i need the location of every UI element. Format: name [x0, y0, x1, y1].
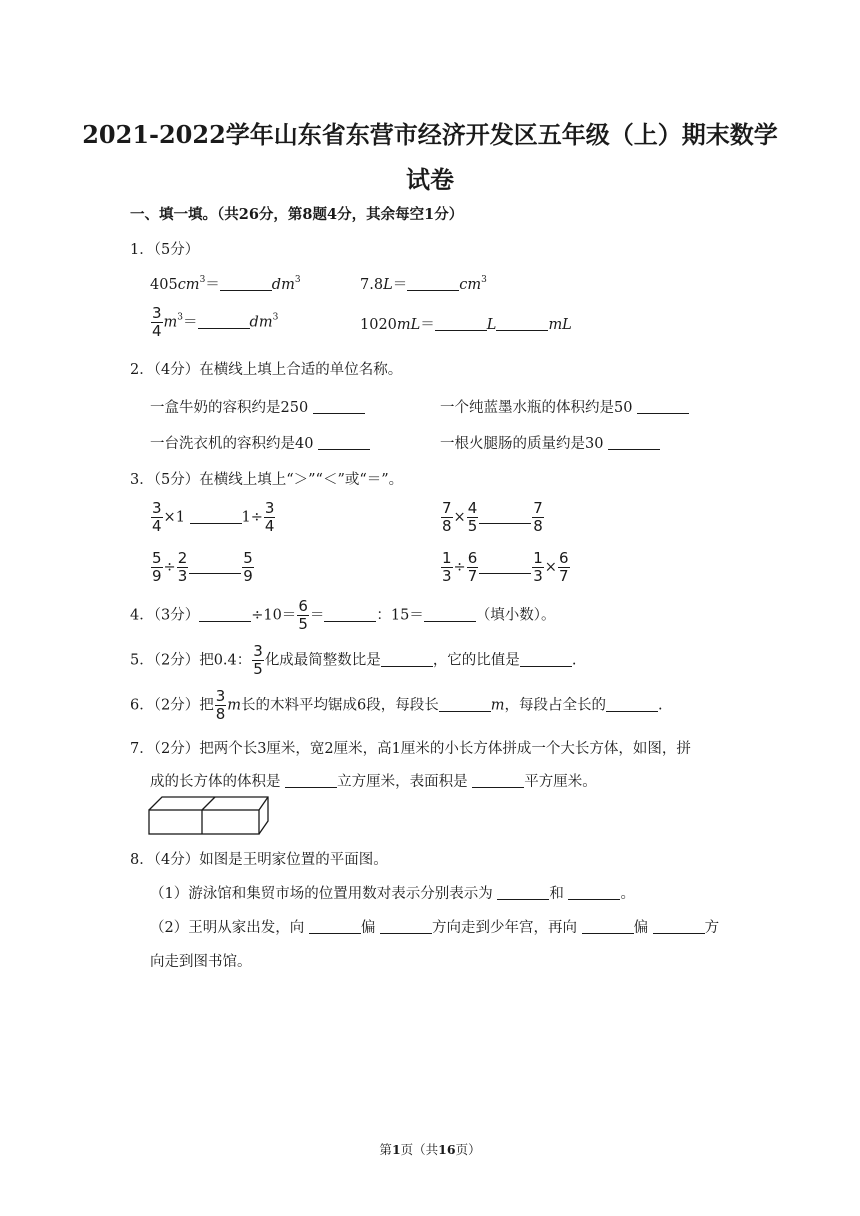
fraction: $\frac{3}{4}$	[152, 499, 162, 535]
q8-sub2-cont: 向走到图书馆。	[150, 954, 252, 970]
answer-blank[interactable]	[520, 652, 572, 667]
q1-item-b: $7.8L= cm^3$	[360, 275, 487, 293]
fraction: $\frac{5}{9}$	[243, 549, 253, 585]
q8-sub2: （2）王明从家出发，向 偏 方向走到少年宫，再向 偏 方	[150, 920, 720, 936]
answer-blank[interactable]	[198, 314, 250, 329]
answer-blank[interactable]	[582, 919, 634, 934]
answer-blank[interactable]	[313, 399, 365, 414]
q6: 6．（2分）把 $\frac{3}{8}$ m长的木料平均锯成6段，每段长 m，每段占全长的 .	[130, 687, 663, 723]
q7-line2: 成的长方体的体积是 立方厘米，表面积是 平方厘米。	[150, 774, 597, 790]
q2-label: 2．（4分）在横线上填上合适的单位名称。	[130, 362, 403, 378]
answer-blank[interactable]	[653, 919, 705, 934]
answer-blank[interactable]	[220, 276, 272, 291]
answer-blank[interactable]	[435, 316, 487, 331]
q2-item-3: 一台洗衣机的容积约是40	[150, 432, 370, 453]
q8-sub1: （1）游泳馆和集贸市场的位置用数对表示分别表示为 和 。	[150, 886, 635, 902]
q3-item-a: $\frac{3}{4}$ ×1 1÷ $\frac{3}{4}$	[152, 499, 275, 535]
answer-blank[interactable]	[309, 919, 361, 934]
q2-item-2: 一个纯蓝墨水瓶的体积约是50	[440, 396, 689, 417]
paper-title-line1: 2021-2022学年山东省东营市经济开发区五年级（上）期末数学	[82, 120, 778, 149]
answer-blank[interactable]	[606, 697, 658, 712]
answer-blank[interactable]	[472, 773, 524, 788]
q8-label: 8．（4分）如图是王明家位置的平面图。	[130, 852, 388, 868]
fraction: $\frac{1}{3}$	[442, 549, 452, 585]
answer-blank[interactable]	[479, 509, 531, 524]
fraction: $\frac{3}{4}$	[152, 304, 162, 340]
answer-blank[interactable]	[380, 919, 432, 934]
answer-blank[interactable]	[479, 559, 531, 574]
fraction: $\frac{7}{8}$	[442, 499, 452, 535]
answer-blank[interactable]	[318, 435, 370, 450]
fraction: $\frac{7}{8}$	[533, 499, 543, 535]
fraction: $\frac{5}{9}$	[152, 549, 162, 585]
answer-blank[interactable]	[424, 607, 476, 622]
answer-blank[interactable]	[568, 885, 620, 900]
q1-item-a: $405cm^3= dm^3$	[150, 275, 301, 293]
fraction: $\frac{6}{5}$	[298, 597, 308, 633]
answer-blank[interactable]	[439, 697, 491, 712]
fraction: $\frac{1}{3}$	[533, 549, 543, 585]
page-footer: 第1页（共16页）	[379, 1142, 481, 1157]
paper-title-line2: 试卷	[406, 165, 454, 194]
fraction: $\frac{6}{7}$	[558, 549, 569, 585]
answer-blank[interactable]	[637, 399, 689, 414]
fraction: $\frac{4}{5}$	[467, 499, 478, 535]
q1-item-c: $\frac{3}{4}$ $m^3= dm^3$	[152, 304, 279, 340]
q3-item-b: $\frac{7}{8}$ × $\frac{4}{5}$ $\frac{7}{8}$	[442, 499, 543, 535]
answer-blank[interactable]	[199, 607, 251, 622]
answer-blank[interactable]	[497, 885, 549, 900]
cuboid-figure	[146, 795, 270, 837]
q1-item-d: 1020mL＝ L mL	[360, 317, 572, 333]
answer-blank[interactable]	[496, 316, 548, 331]
fraction: $\frac{6}{7}$	[467, 549, 478, 585]
fraction: $\frac{3}{8}$	[215, 687, 226, 723]
q2-item-4: 一根火腿肠的质量约是30	[440, 432, 660, 453]
answer-blank[interactable]	[285, 773, 337, 788]
answer-blank[interactable]	[407, 276, 459, 291]
fraction: $\frac{2}{3}$	[177, 549, 188, 585]
q5: 5．（2分）把0.4： $\frac{3}{5}$ 化成最简整数比是 ，它的比值是 .	[130, 642, 577, 678]
q3-item-c: $\frac{5}{9}$ ÷ $\frac{2}{3}$ $\frac{5}{9}$	[152, 549, 253, 585]
answer-blank[interactable]	[190, 509, 242, 524]
answer-blank[interactable]	[381, 652, 433, 667]
fraction: $\frac{3}{4}$	[264, 499, 275, 535]
answer-blank[interactable]	[608, 435, 660, 450]
q3-item-d: $\frac{1}{3}$ ÷ $\frac{6}{7}$ $\frac{1}{3}$ × $\frac{6}{7}$	[442, 549, 569, 585]
section-heading: 一、填一填。（共26分，第8题4分，其余每空1分）	[130, 206, 464, 223]
q1-label: 1．（5分）	[130, 242, 200, 258]
q2-item-1: 一盒牛奶的容积约是250	[150, 396, 365, 417]
q3-label: 3．（5分）在横线上填上“＞”“＜”或“＝”。	[130, 472, 404, 488]
q4: 4．（3分） ÷10＝ $\frac{6}{5}$ ＝ ：15＝ （填小数）。	[130, 597, 556, 633]
q7-line1: 7．（2分）把两个长3厘米，宽2厘米，高1厘米的小长方体拼成一个大长方体，如图，拼	[130, 741, 691, 757]
answer-blank[interactable]	[189, 559, 241, 574]
answer-blank[interactable]	[324, 607, 376, 622]
fraction: $\frac{3}{5}$	[253, 642, 263, 678]
